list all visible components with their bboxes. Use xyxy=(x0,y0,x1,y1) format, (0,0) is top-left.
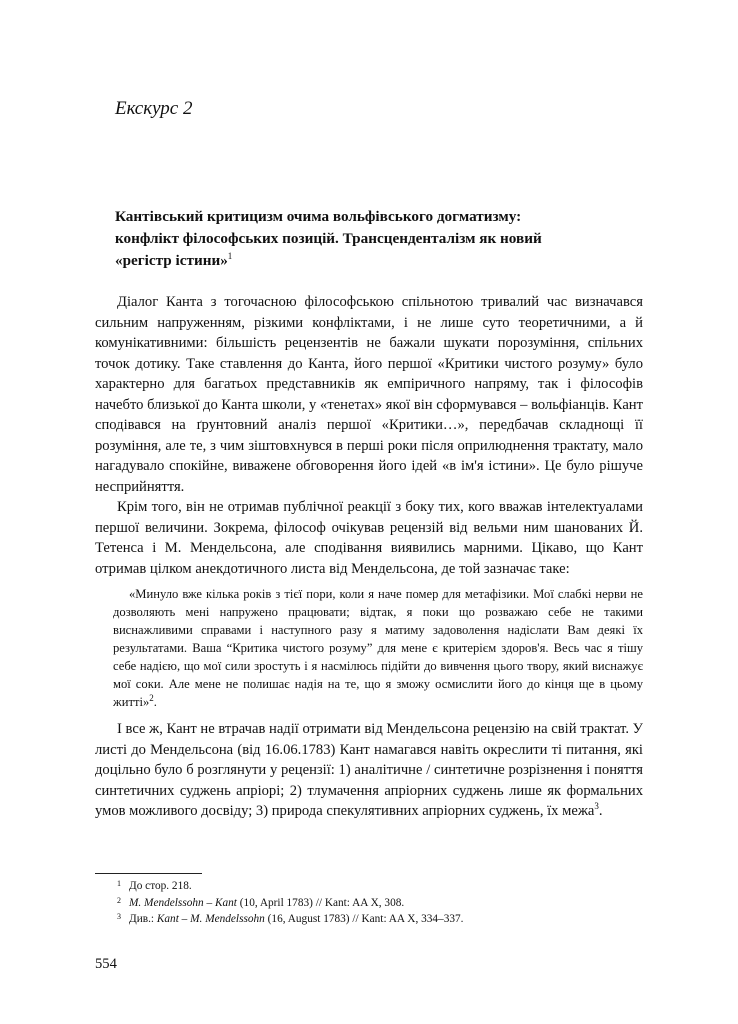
footnote-prefix: Див.: xyxy=(129,913,157,925)
footnote-source-title: Kant – M. Mendelssohn xyxy=(156,913,265,925)
paragraph-3-text: І все ж, Кант не втрачав надії отримати від Мендельсона рецензію на свій трактат. У листі до Мендельсона (від 16.06.1783) Кант намагався навіть окреслити ті питання, які доцільно було б розглянути у рецензії: 1) аналітичне / синтетичне розрізнення і поняття синтетичних суджень апріорі; 2) тлумачення апріорних суджень лише як формальних умов можливого досвіду; 3) природа спекулятивних апріорних суджень, їх межа xyxy=(95,721,643,819)
paragraph-3-end: . xyxy=(598,803,603,819)
block-quote xyxy=(95,585,643,711)
paragraph-3 xyxy=(95,719,643,822)
page-number: 554 xyxy=(95,956,117,972)
footnote-text xyxy=(129,911,463,928)
footnote-text: До стор. 218. xyxy=(129,880,192,892)
footnote-text xyxy=(129,895,404,912)
quote-body: «Минуло вже кілька років з тієї пори, коли я наче помер для метафізики. Мої слабкі нерви не дозволяють мені напружено працювати; відтак, я поки що розважаю себе не такими виснажливими справами і наступного разу я матиму задоволення надіслати Вам деякі їх результатами. Ваша “Критика чистого розуму” для мене є критерієм здоров'я. Весь час я тішу себе надією, що мої сили зростуть і я насмілюсь підійти до вивчення цього твору, який виснажує мої соки. Але мене не полишає надія на те, що я зможу осмислити його до кінця ще в цьому житті» xyxy=(113,587,643,709)
footnote-source-title: M. Mendelssohn – Kant xyxy=(129,896,237,909)
paragraph-1: Діалог Канта з тогочасною філософською спільнотою тривалий час визначався сильним напруженням, різкими конфліктами, і не лише суто теоретичними, а й комунікативними: більшість рецензентів не бажали шукати порозуміння, спільних точок дотику. Таке ставлення до Канта, його першої «Критики чистого розуму» було характерно для багатьох представників як емпіричного напряму, так і філософів начебто близької до Канта школи, у «тенетах» якої він сформувався – вольфіанців. Кант сподівався на ґрунтовний аналіз першої «Критики…», передбачав складнощі її розуміння, але те, з чим зіштовхнувся в перші роки після оприлюднення трактату, мало нагадувало спокійне, виважене обговорення його ідей «в ім'я істини». Це було рішуче несприйняття. xyxy=(95,294,643,495)
section-title xyxy=(115,206,635,272)
section-title-line-2: конфлікт філософських позицій. Трансценденталізм як новий xyxy=(115,230,542,247)
footnotes xyxy=(117,878,637,928)
book-page xyxy=(95,0,643,1024)
paragraph-2: Крім того, він не отримав публічної реакції з боку тих, кого вважав інтелектуалами першої величини. Зокрема, філософ очікував рецензій від вельми ним шанованих Й. Тетенса і М. Мендельсона, але сподівання виявились марними. Цікаво, що Кант отримав цілком анекдотичного листа від Мендельсона, де той зазначає таке: xyxy=(95,499,643,577)
section-title-line-1: Кантівський критицизм очима вольфівського догматизму: xyxy=(115,208,522,225)
body-text xyxy=(95,292,643,822)
footnote-ref-2[interactable]: 2 xyxy=(149,692,154,703)
section-title-line-3: «регістр істини» xyxy=(115,252,228,269)
footnote-1 xyxy=(117,878,637,895)
footnote-ref-1[interactable]: 1 xyxy=(227,250,233,261)
footnote-2 xyxy=(117,895,637,912)
footnote-3 xyxy=(117,911,637,928)
footnote-source-ref: (16, August 1783) // Kant: AA X, 334–337. xyxy=(264,913,464,925)
footnote-number: 2 xyxy=(117,895,121,905)
footnote-source-ref: (10, April 1783) // Kant: AA X, 308. xyxy=(236,896,405,909)
excursus-title: Екскурс 2 xyxy=(115,98,193,119)
footnote-number: 1 xyxy=(117,879,121,888)
quote-text xyxy=(113,585,643,711)
footnote-ref-3[interactable]: 3 xyxy=(594,801,599,812)
quote-end: . xyxy=(153,695,157,709)
footnote-number: 3 xyxy=(117,912,121,921)
footnote-divider xyxy=(95,873,202,874)
